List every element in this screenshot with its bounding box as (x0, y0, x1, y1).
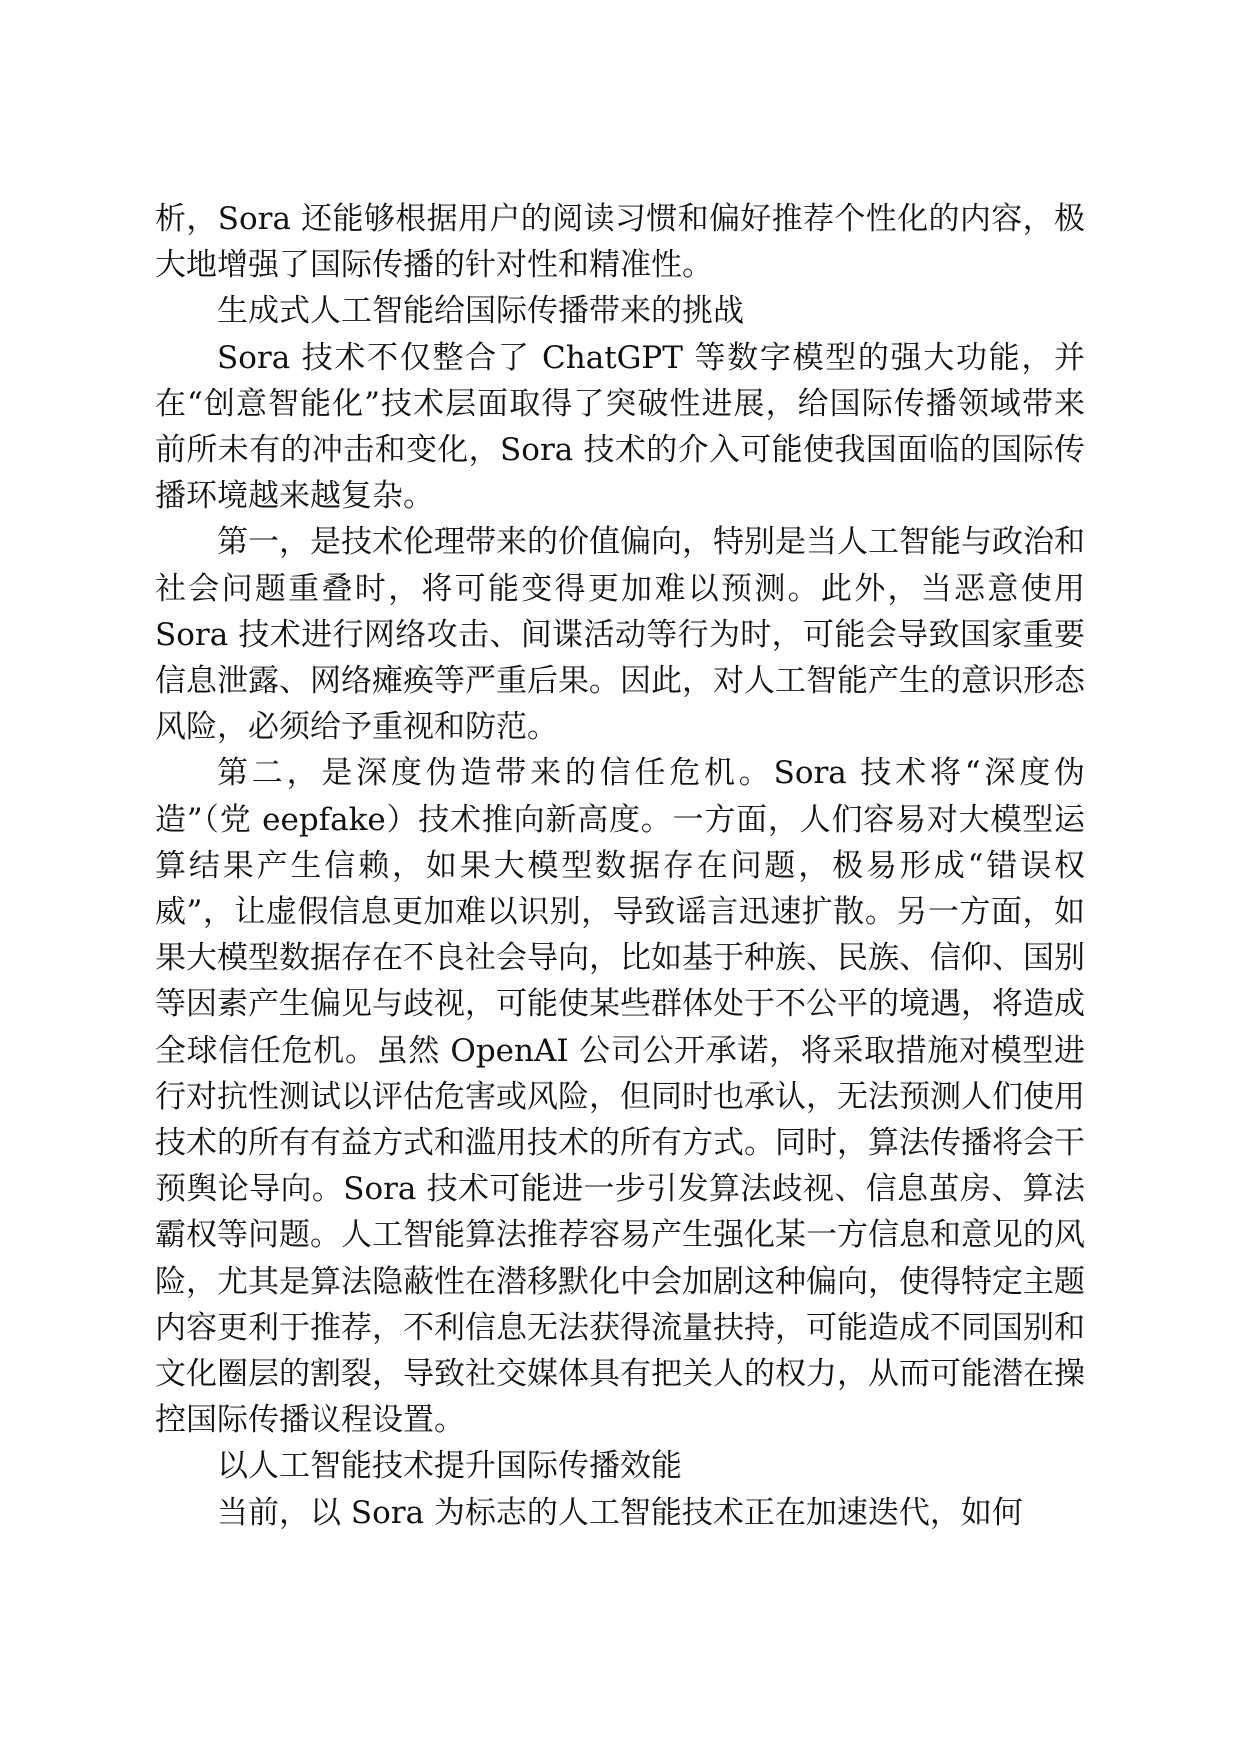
section-heading-challenges: 生成式人工智能给国际传播带来的挑战 (217, 293, 744, 330)
document-body (155, 196, 1085, 1536)
section-heading-improve: 以人工智能技术提升国际传播效能 (217, 1448, 682, 1485)
paragraph-first-point: 第一，是技术伦理带来的价值偏向，特别是当人工智能与政治和社会问题重叠时，将可能变得更加难以预测。此外，当恶意使用 Sora 技术进行网络攻击、间谍活动等行为时，可能会导致国家重要信息泄露、网络瘫痪等严重后果。因此，对人工智能产生的意识形态风险，必须给予重视和防范。 (155, 524, 1085, 746)
paragraph-second-point: 第二，是深度伪造带来的信任危机。Sora 技术将“深度伪造”（党 eepfake）技术推向新高度。一方面，人们容易对大模型运算结果产生信赖，如果大模型数据存在问题，极易形成“错误权威”，让虚假信息更加难以识别，导致谣言迅速扩散。另一方面，如果大模型数据存在不良社会导向，比如基于种族、民族、信仰、国别等因素产生偏见与歧视，可能使某些群体处于不公平的境遇，将造成全球信任危机。虽然 OpenAI 公司公开承诺，将采取措施对模型进行对抗性测试以评估危害或风险，但同时也承认，无法预测人们使用技术的所有有益方式和滥用技术的所有方式。同时，算法传播将会干预舆论导向。Sora 技术可能进一步引发算法歧视、信息茧房、算法霸权等问题。人工智能算法推荐容易产生强化某一方信息和意见的风险，尤其是算法隐蔽性在潜移默化中会加剧这种偏向，使得特定主题内容更利于推荐，不利信息无法获得流量扶持，可能造成不同国别和文化圈层的割裂，导致社交媒体具有把关人的权力，从而可能潜在操控国际传播议程设置。 (155, 755, 1085, 1439)
paragraph-continued: 析，Sora 还能够根据用户的阅读习惯和偏好推荐个性化的内容，极大地增强了国际传播的针对性和精准性。 (155, 201, 1085, 284)
paragraph-current: 当前，以 Sora 为标志的人工智能技术正在加速迭代，如何 (217, 1494, 1023, 1531)
paragraph-sora-intro: Sora 技术不仅整合了 ChatGPT 等数字模型的强大功能，并在“创意智能化”技术层面取得了突破性进展，给国际传播领域带来前所未有的冲击和变化，Sora 技术的介入可能使我国面临的国际传播环境越来越复杂。 (155, 339, 1085, 515)
